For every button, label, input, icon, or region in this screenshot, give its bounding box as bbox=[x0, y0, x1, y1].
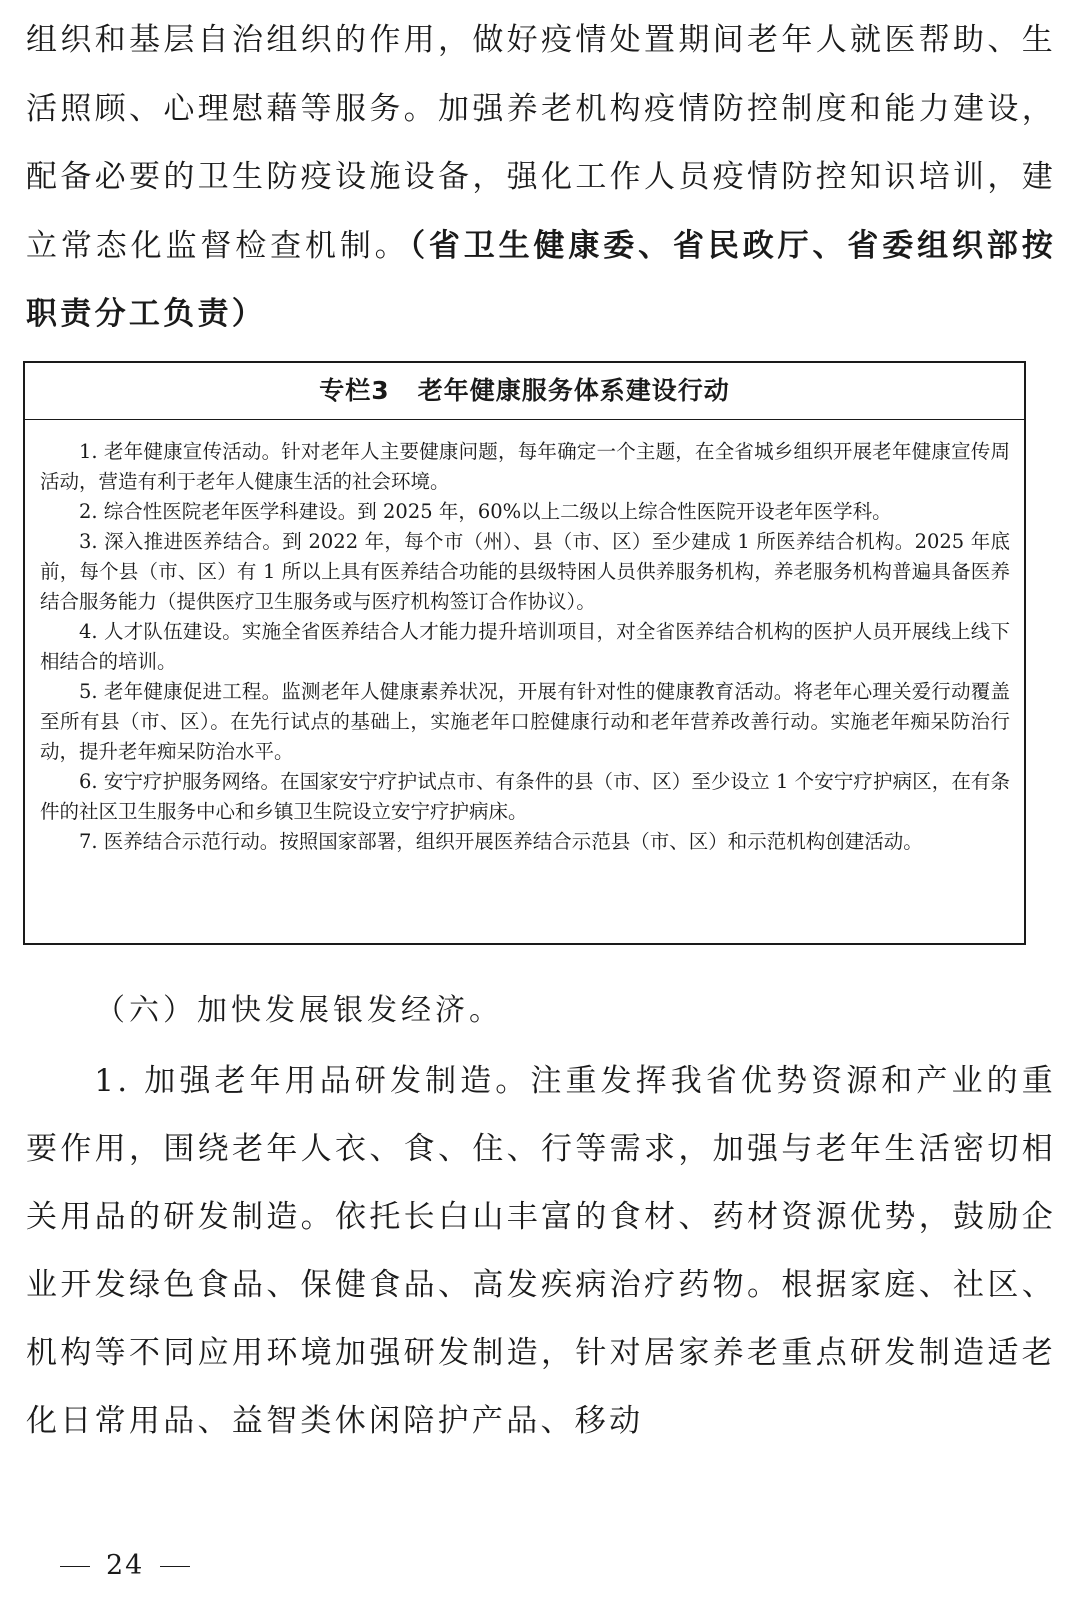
column-item: 3. 深入推进医养结合。到 2022 年，每个市（州）、县（市、区）至少建成 1 所医养结合机构。2025 年底前，每个县（市、区）有 1 所以上具有医养结合功能的县级特困人员供养服务机构，养老服务机构普遍具备医养结合服务能力（提供医疗卫生服务或与医疗机构签订合作协议）。 bbox=[40, 530, 1010, 613]
column-number: 3 bbox=[371, 376, 390, 405]
section-heading: （六）加快发展银发经济。 bbox=[95, 993, 503, 1028]
intro-paragraph bbox=[26, 6, 1056, 349]
column-item: 6. 安宁疗护服务网络。在国家安宁疗护试点市、有条件的县（市、区）至少设立 1 个安宁疗护病区，在有条件的社区卫生服务中心和乡镇卫生院设立安宁疗护病床。 bbox=[40, 770, 1010, 823]
column-box-title bbox=[25, 363, 1024, 420]
page-number bbox=[60, 1546, 190, 1586]
column-item: 5. 老年健康促进工程。监测老年人健康素养状况，开展有针对性的健康教育活动。将老年心理关爱行动覆盖至所有县（市、区）。在先行试点的基础上，实施老年口腔健康行动和老年营养改善行动。实施老年痴呆防治行动，提升老年痴呆防治水平。 bbox=[40, 680, 1010, 763]
column-box bbox=[23, 361, 1026, 945]
section-paragraph: 1. 加强老年用品研发制造。注重发挥我省优势资源和产业的重要作用，围绕老年人衣、食、住、行等需求，加强与老年生活密切相关用品的研发制造。依托长白山丰富的食材、药材资源优势，鼓励企业开发绿色食品、保健食品、高发疾病治疗药物。根据家庭、社区、机构等不同应用环境加强研发制造，针对居家养老重点研发制造适老化日常用品、益智类休闲陪护产品、移动 bbox=[26, 1063, 1056, 1439]
page-number-value: 24 bbox=[106, 1550, 145, 1581]
column-box-body bbox=[25, 420, 1024, 857]
column-label: 专栏 bbox=[319, 376, 372, 405]
column-item: 2. 综合性医院老年医学科建设。到 2025 年，60%以上二级以上综合性医院开设老年医学科。 bbox=[79, 500, 892, 523]
column-item: 1. 老年健康宣传活动。针对老年人主要健康问题，每年确定一个主题，在全省城乡组织开展老年健康宣传周活动，营造有利于老年人健康生活的社会环境。 bbox=[40, 440, 1010, 493]
column-title: 老年健康服务体系建设行动 bbox=[417, 376, 730, 405]
column-item: 4. 人才队伍建设。实施全省医养结合人才能力提升培训项目，对全省医养结合机构的医护人员开展线上线下相结合的培训。 bbox=[40, 620, 1010, 673]
intro-responsibility: （省卫生健康委、省民政厅、省委组织部按职责分工负责） bbox=[26, 227, 1056, 332]
page-number-dash-right bbox=[160, 1566, 190, 1568]
column-item: 7. 医养结合示范行动。按照国家部署，组织开展医养结合示范县（市、区）和示范机构创建活动。 bbox=[79, 830, 923, 853]
intro-text: 组织和基层自治组织的作用，做好疫情处置期间老年人就医帮助、生活照顾、心理慰藉等服务。加强养老机构疫情防控制度和能力建设，配备必要的卫生防疫设施设备，强化工作人员疫情防控知识培训，建立常态化监督检查机制。 bbox=[26, 22, 1056, 264]
page-number-dash-left bbox=[60, 1566, 90, 1568]
